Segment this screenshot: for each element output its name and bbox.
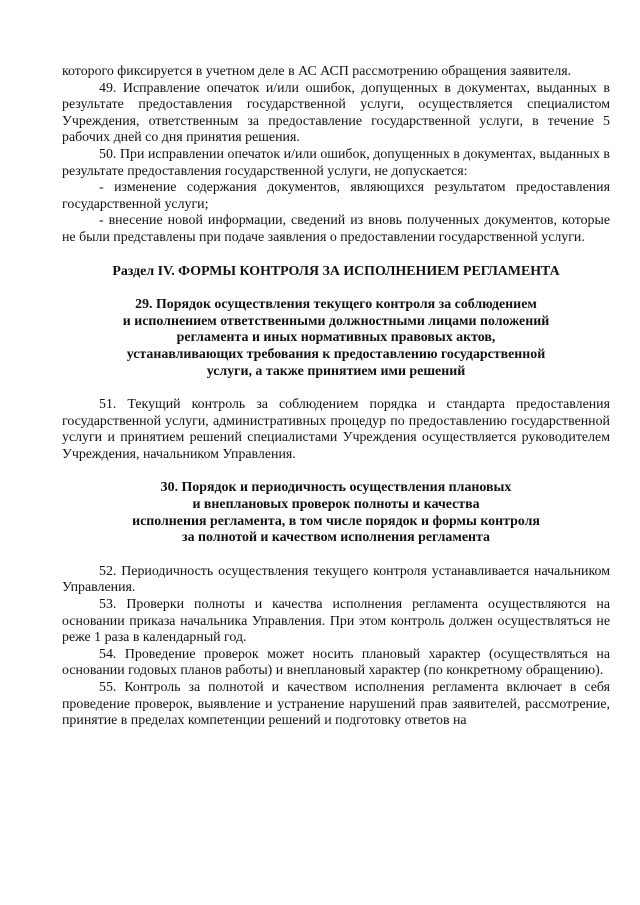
heading-30-line: за полнотой и качеством исполнения регламента	[182, 530, 490, 546]
paragraph-50: 50. При исправлении опечаток и/или ошибок, допущенных в документах, выданных в результате предоставления государственной услуги, не допускается:	[62, 146, 610, 179]
heading-29-line: услуги, а также принятием ими решений	[206, 363, 466, 379]
list-item-change-content: - изменение содержания документов, являющихся результатом предоставления государственной услуги;	[62, 180, 610, 212]
paragraph-54: 54. Проведение проверок может носить плановый характер (осуществляться на основании годовых планов работы) и внеплановый характер (по конкретному обращению).	[62, 646, 610, 679]
document-page	[62, 64, 610, 730]
heading-29-line: устанавливающих требования к предоставлению государственной	[126, 346, 546, 362]
paragraph-49: 49. Исправление опечаток и/или ошибок, допущенных в документах, выданных в результате предоставления государственной услуги, осуществляется специалистом Учреждения, ответственным за предоставление государственной услуги, в течение 5 рабочих дней со дня принятия решения.	[62, 80, 610, 146]
list-item-new-information: - внесение новой информации, сведений из вновь полученных документов, которые не были представлены при подаче заявления о предоставлении государственной услуги.	[62, 213, 610, 245]
heading-30	[62, 480, 610, 546]
heading-30-line: 30. Порядок и периодичность осуществления плановых	[160, 480, 512, 496]
heading-29	[62, 297, 610, 380]
heading-30-line: и внеплановых проверок полноты и качества	[192, 497, 480, 513]
section-title: Раздел IV. ФОРМЫ КОНТРОЛЯ ЗА ИСПОЛНЕНИЕМ РЕГЛАМЕНТА	[112, 263, 560, 279]
paragraph-51: 51. Текущий контроль за соблюдением порядка и стандарта предоставления государственной услуги, административных процедур по предоставлению государственной услуги и принятием решений специалистами Учреждения осуществляется руководителем Учреждения, начальником Управления.	[62, 397, 610, 462]
heading-29-line: 29. Порядок осуществления текущего контроля за соблюдением	[135, 297, 537, 313]
heading-29-line: регламента и иных нормативных правовых актов,	[176, 330, 496, 346]
paragraph-53: 53. Проверки полноты и качества исполнения регламента осуществляются на основании приказа начальника Управления. При этом контроль должен осуществляться не реже 1 раза в календарный год.	[62, 597, 610, 646]
heading-30-line: исполнения регламента, в том числе порядок и формы контроля	[132, 513, 540, 529]
paragraph-continuation: которого фиксируется в учетном деле в АС АСП рассмотрению обращения заявителя.	[62, 64, 572, 79]
paragraph-52: 52. Периодичность осуществления текущего контроля устанавливается начальником Управления.	[62, 563, 610, 596]
paragraph-55: 55. Контроль за полнотой и качеством исполнения регламента включает в себя проведение проверок, выявление и устранение нарушений прав заявителей, рассмотрение, принятие в пределах компетенции решений и подготовку ответов на	[62, 680, 610, 729]
heading-29-line: и исполнением ответственными должностными лицами положений	[122, 313, 550, 329]
